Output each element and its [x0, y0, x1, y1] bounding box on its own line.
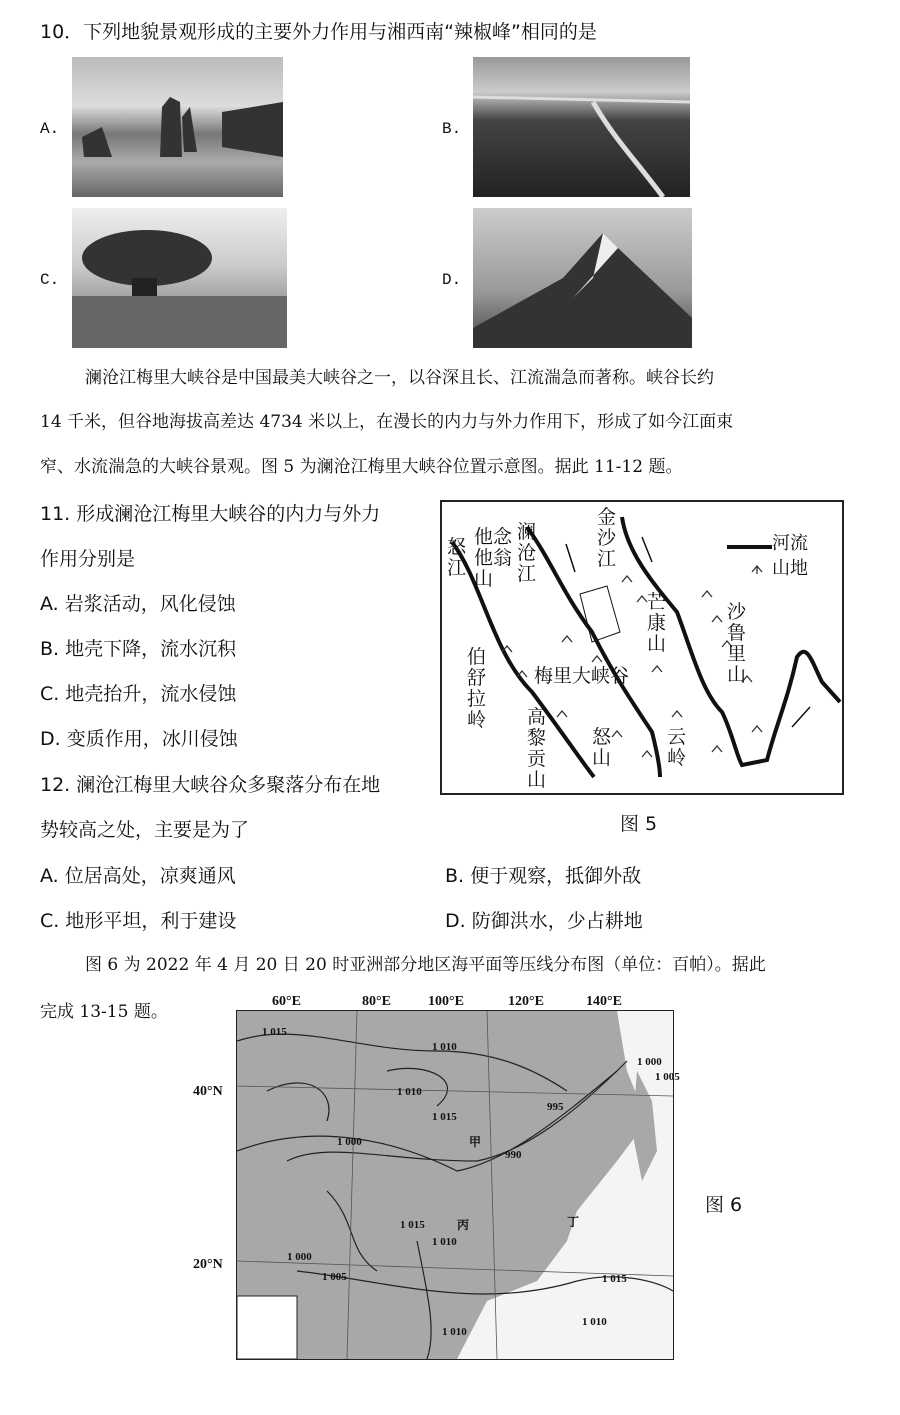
- isobar-label: 1 000: [637, 1056, 662, 1068]
- isobar-label: 1 015: [602, 1273, 627, 1285]
- isobar-label: 1 010: [432, 1041, 457, 1053]
- isobar-label: 1 000: [287, 1251, 312, 1263]
- photo-mushroom-rock: [72, 208, 287, 348]
- point-ding: 丁: [567, 1215, 580, 1229]
- photo-sea-stacks: [72, 57, 283, 197]
- isobar-label: 1 015: [262, 1026, 287, 1038]
- passage2-line: 完成 13-15 题。: [40, 1002, 168, 1022]
- figure-6-isobar-map: [236, 1010, 680, 1360]
- figure-5-caption: 图 5: [620, 813, 658, 835]
- point-bing: 丙: [457, 1218, 470, 1232]
- isobar-label: 995: [547, 1101, 564, 1113]
- q12-option-b: B. 便于观察，抵御外敌: [445, 865, 642, 887]
- q12-option-d: D. 防御洪水，少占耕地: [445, 910, 643, 932]
- point-jia: 甲: [469, 1135, 482, 1149]
- legend-river-label: 河流: [772, 533, 808, 554]
- q11-option-c: C. 地壳抬升，流水侵蚀: [40, 683, 237, 705]
- q12-option-a: A. 位居高处，凉爽通风: [40, 865, 236, 887]
- q11-stem: 11. 形成澜沧江梅里大峡谷的内力与外力: [40, 503, 381, 525]
- legend-mountain-label: 山地: [772, 558, 808, 579]
- q10-option-b-label: B.: [442, 120, 462, 138]
- label-yunling: 云岭: [667, 726, 687, 769]
- q11-option-a: A. 岩浆活动，风化侵蚀: [40, 593, 236, 615]
- q11-option-b: B. 地壳下降，流水沉积: [40, 638, 237, 660]
- label-lancang: 澜沧江: [517, 521, 537, 585]
- photo-matterhorn: [473, 208, 692, 348]
- q10-stem: 10．下列地貌景观形成的主要外力作用与湘西南“辣椒峰”相同的是: [40, 21, 597, 43]
- q12-stem: 势较高之处，主要是为了: [40, 819, 250, 841]
- passage1-line: 14 千米，但谷地海拔高差达 4734 米以上，在漫长的内力与外力作用下，形成了如今江面束: [40, 412, 734, 432]
- photo-canyon: [473, 57, 690, 197]
- map-land-and-isobars: [237, 1011, 673, 1359]
- lon-label: 80°E: [362, 994, 391, 1009]
- q10-option-c-label: C.: [40, 271, 60, 289]
- lon-label: 140°E: [586, 994, 622, 1009]
- q11-option-d: D. 变质作用，冰川侵蚀: [40, 728, 238, 750]
- isobar-label: 990: [505, 1149, 522, 1161]
- label-meili-canyon: 梅里大峡谷: [534, 665, 630, 687]
- isobar-label: 1 015: [432, 1111, 457, 1123]
- isobar-label: 1 010: [442, 1326, 467, 1338]
- label-gaoligong: 高黎贡山: [527, 706, 547, 791]
- isobar-label: 1 015: [400, 1219, 425, 1231]
- lat-label: 20°N: [193, 1257, 223, 1272]
- q11-stem: 作用分别是: [40, 548, 136, 570]
- figure-5-map: [440, 500, 844, 795]
- passage1-line: 澜沧江梅里大峡谷是中国最美大峡谷之一，以谷深且长、江流湍急而著称。峡谷长约: [85, 368, 714, 388]
- isobar-label: 1 010: [582, 1316, 607, 1328]
- label-nujiang: 怒江: [447, 536, 467, 579]
- passage2-line: 图 6 为 2022 年 4 月 20 日 20 时亚洲部分地区海平面等压线分布图（单位：百帕）。据此: [85, 955, 766, 975]
- lat-label: 40°N: [193, 1084, 223, 1099]
- label-tanian-mountain: 他念他翁山: [474, 526, 513, 590]
- figure-6-caption: 图 6: [705, 1194, 743, 1216]
- q10-option-d-label: D.: [442, 271, 462, 289]
- isobar-label: 1 000: [337, 1136, 362, 1148]
- label-mangkang: 芒康山: [647, 591, 667, 655]
- isobar-label: 1 010: [432, 1236, 457, 1248]
- q10-option-a-label: A.: [40, 120, 60, 138]
- q12-stem: 12. 澜沧江梅里大峡谷众多聚落分布在地: [40, 774, 381, 796]
- label-nushan: 怒山: [592, 726, 612, 769]
- label-jinsha: 金沙江: [597, 506, 617, 570]
- isobar-label: 1 005: [655, 1071, 680, 1083]
- isobar-label: 1 010: [397, 1086, 422, 1098]
- label-shaluli: 沙鲁里山: [727, 601, 747, 686]
- label-boshula: 伯舒拉岭: [467, 646, 487, 731]
- q12-option-c: C. 地形平坦，利于建设: [40, 910, 237, 932]
- lon-label: 100°E: [428, 994, 464, 1009]
- passage1-line: 窄、水流湍急的大峡谷景观。图 5 为澜沧江梅里大峡谷位置示意图。据此 11-12 题。: [40, 457, 683, 477]
- lon-label: 120°E: [508, 994, 544, 1009]
- lon-label: 60°E: [272, 994, 301, 1009]
- isobar-label: 1 005: [322, 1271, 347, 1283]
